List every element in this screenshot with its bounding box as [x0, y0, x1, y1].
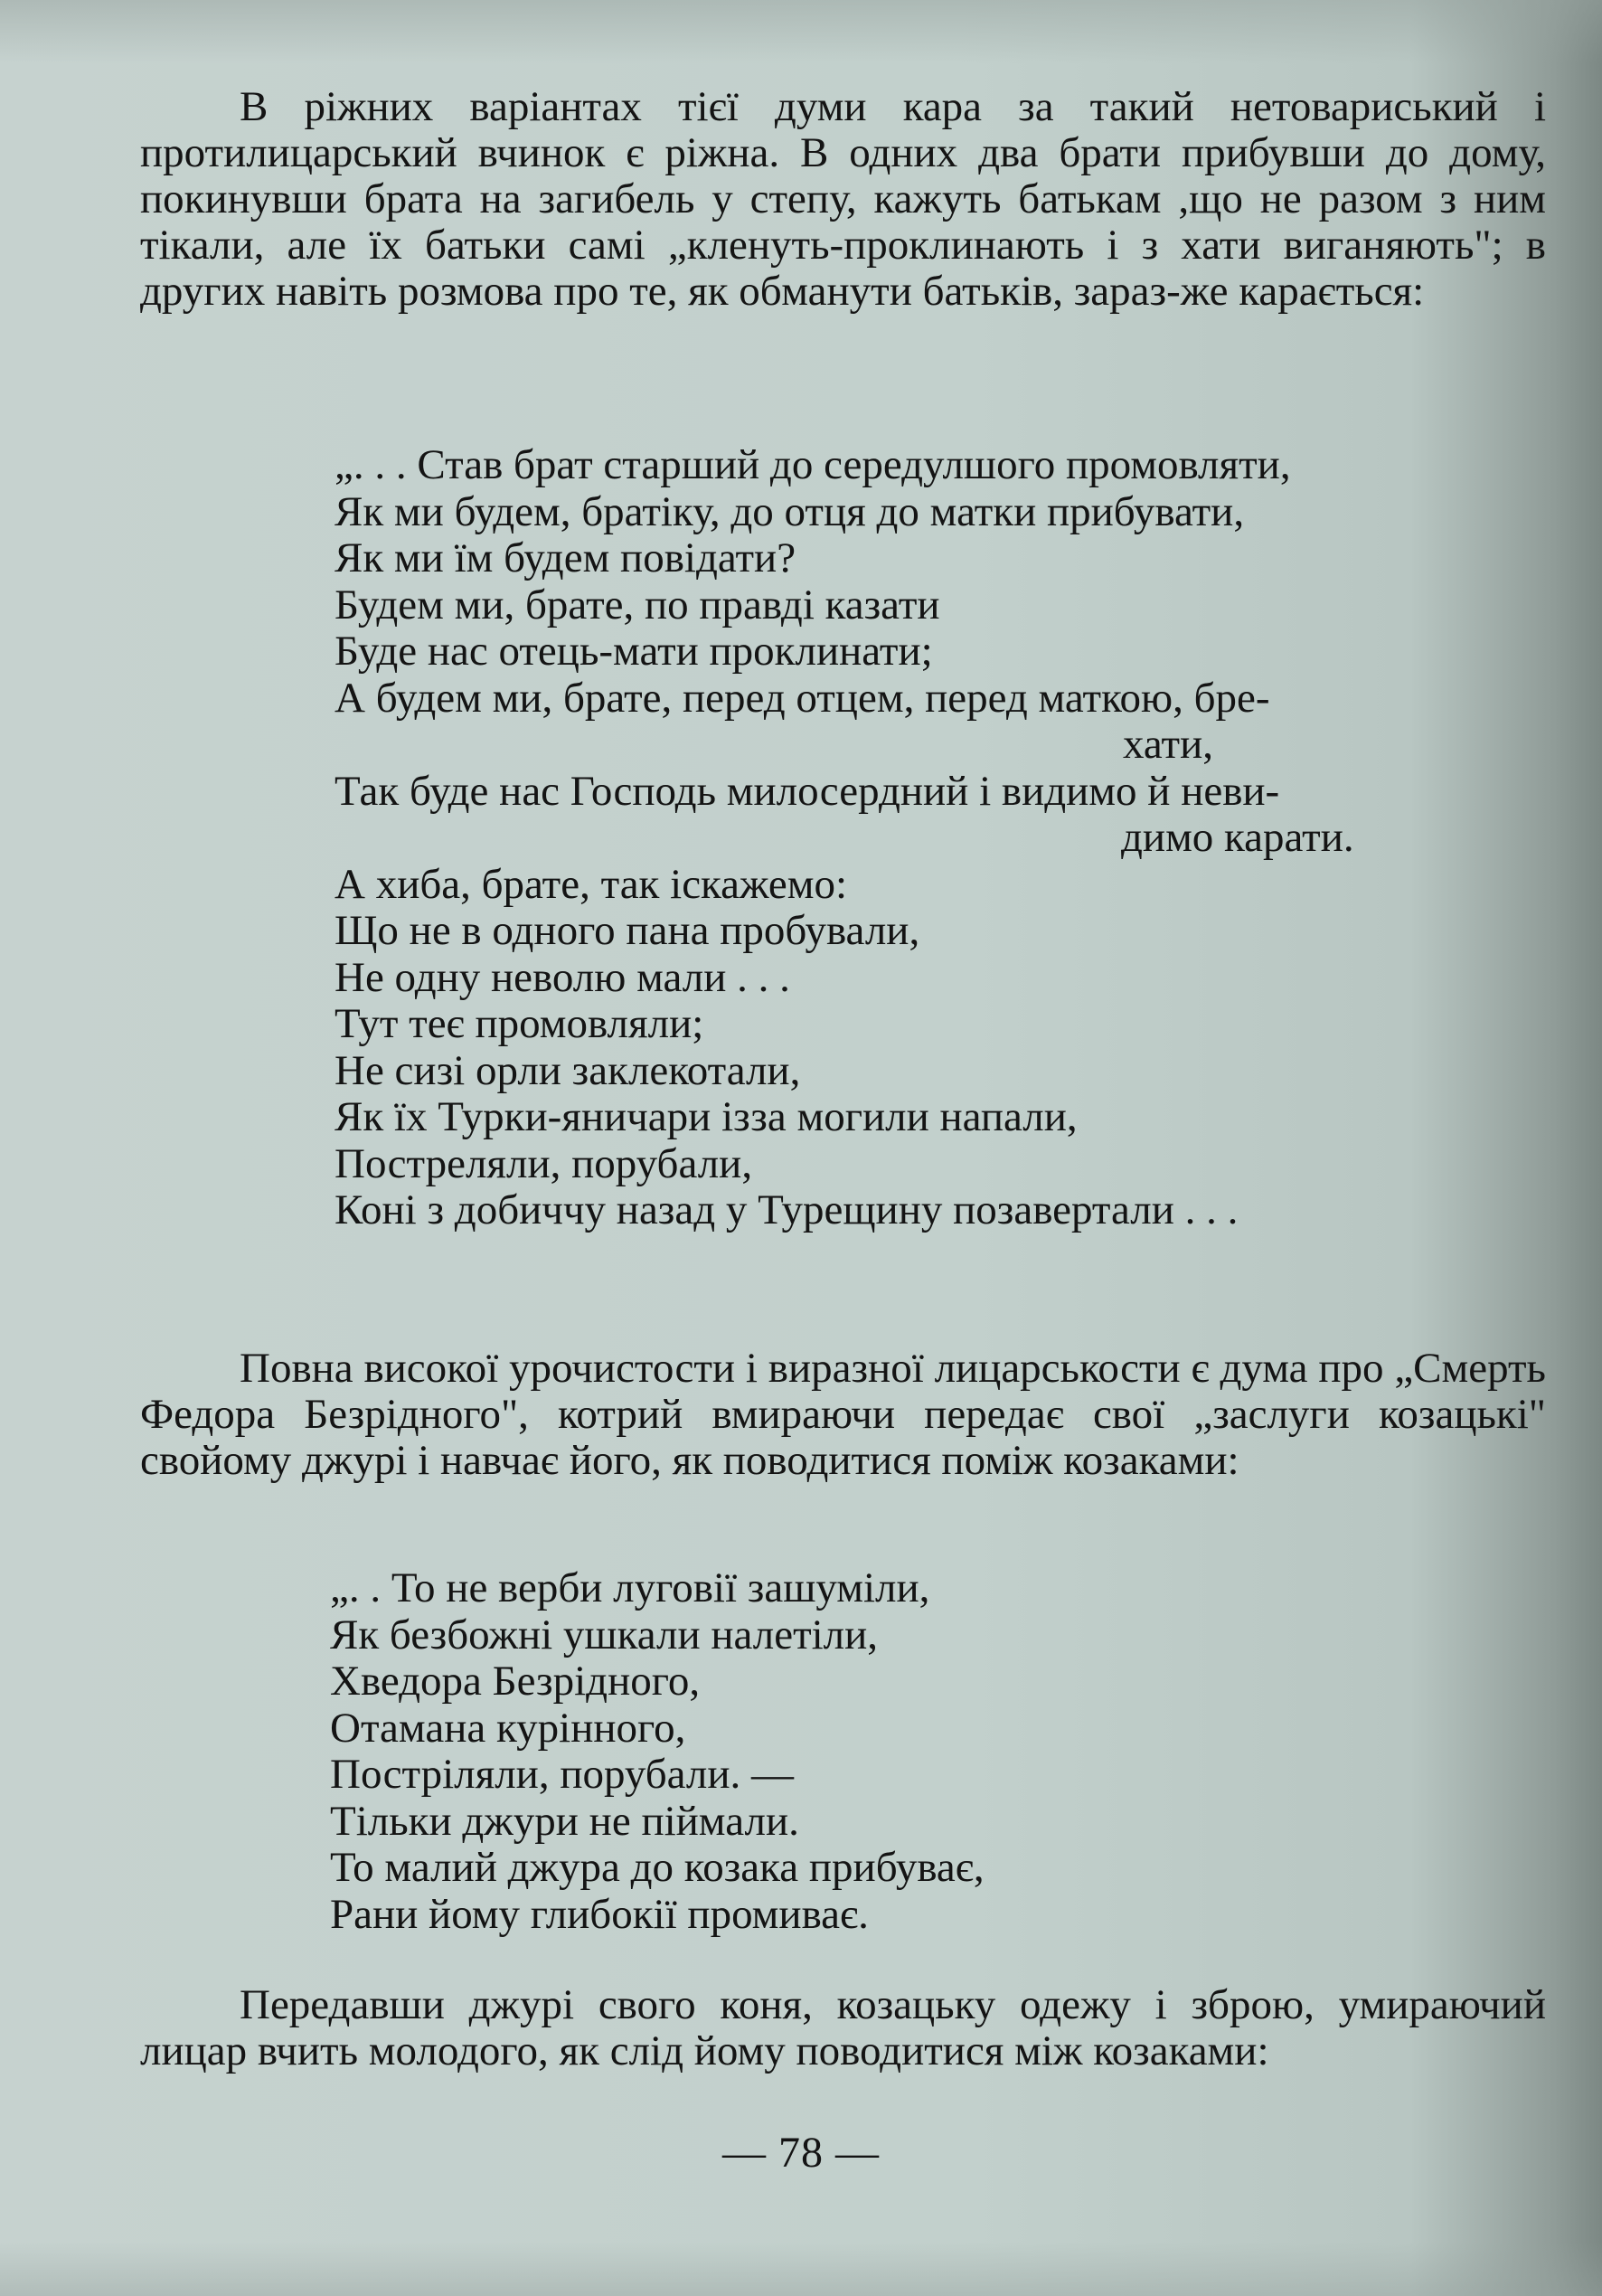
- verse-line: Як їх Турки-яничари ізза могили напали,: [335, 1093, 1078, 1140]
- verse-line: Буде нас отець-мати проклинати;: [335, 628, 933, 675]
- verse-line: Не одну неволю мали . . .: [335, 953, 790, 1001]
- verse-line: Коні з добиччу назад у Турещину позавертали . . .: [335, 1186, 1239, 1233]
- verse-line: Що не в одного пана пробували,: [335, 907, 920, 954]
- verse-line: Будем ми, брате, по правді казати: [335, 581, 940, 628]
- verse-line: Як безбожні ушкали налетіли,: [330, 1611, 879, 1658]
- paragraph-text: Повна високої урочистости і виразної лицарськости є дума про „Смерть Федора Безрідного", котрий вмираючи передає свої „заслуги козацькі" свойому джурі і навчає його, як поводитися поміж козаками:: [140, 1345, 1546, 1484]
- verse-line-continuation: димо карати.: [1121, 814, 1354, 861]
- verse-fedir: [330, 1565, 985, 1938]
- verse-line: Як ми будем, братіку, до отця до матки прибувати,: [335, 487, 1245, 535]
- verse-brothers: [335, 442, 1354, 1234]
- verse-line: „. . . Став брат старший до середулшого промовляти,: [335, 441, 1291, 488]
- verse-line-continuation: хати,: [1123, 721, 1213, 768]
- page-number: — 78 —: [722, 2129, 880, 2177]
- verse-line: Тільки джури не піймали.: [330, 1797, 799, 1845]
- verse-line: Тут теє промовляли;: [335, 1000, 704, 1047]
- paragraph-variants: [140, 84, 1546, 315]
- verse-line: То малий джура до козака прибуває,: [330, 1844, 985, 1891]
- paragraph-text: Передавши джурі свого коня, козацьку одежу і зброю, умираючий лицар вчить молодого, як слід йому поводитися між козаками:: [140, 1981, 1546, 2074]
- verse-line: А будем ми, брате, перед отцем, перед маткою, бре-: [335, 674, 1270, 722]
- verse-line: Так буде нас Господь милосердний і видимо й неви-: [335, 767, 1280, 815]
- verse-line: Хведора Безрідного,: [330, 1658, 701, 1705]
- paragraph-text: В ріжних варіантах тієї думи кара за такий нетовариський і протилицарський вчинок є ріжна. В одних два брати прибувши до дому, покинувши брата на загибель у степу, кажуть батькам ,що не разом з ним тікали, але їх батьки самі „кленуть-проклинають і з хати виганяють"; в других навіть розмова про те, як обманути батьків, зараз-же карається:: [140, 83, 1546, 315]
- verse-line: Як ми їм будем повідати?: [335, 534, 796, 581]
- verse-line: „. . То не верби луговії зашуміли,: [330, 1564, 930, 1611]
- verse-line: А хиба, брате, так іскажемо:: [335, 860, 848, 908]
- verse-line: Отамана курінного,: [330, 1704, 686, 1752]
- verse-line: Рани йому глибокії промиває.: [330, 1890, 869, 1938]
- verse-line: Не сизі орли заклекотали,: [335, 1046, 801, 1094]
- verse-line: Постреляли, порубали,: [335, 1139, 753, 1187]
- verse-line: Постріляли, порубали. —: [330, 1751, 795, 1798]
- paragraph-dzhura: [140, 1982, 1546, 2074]
- paragraph-fedir: [140, 1346, 1546, 1484]
